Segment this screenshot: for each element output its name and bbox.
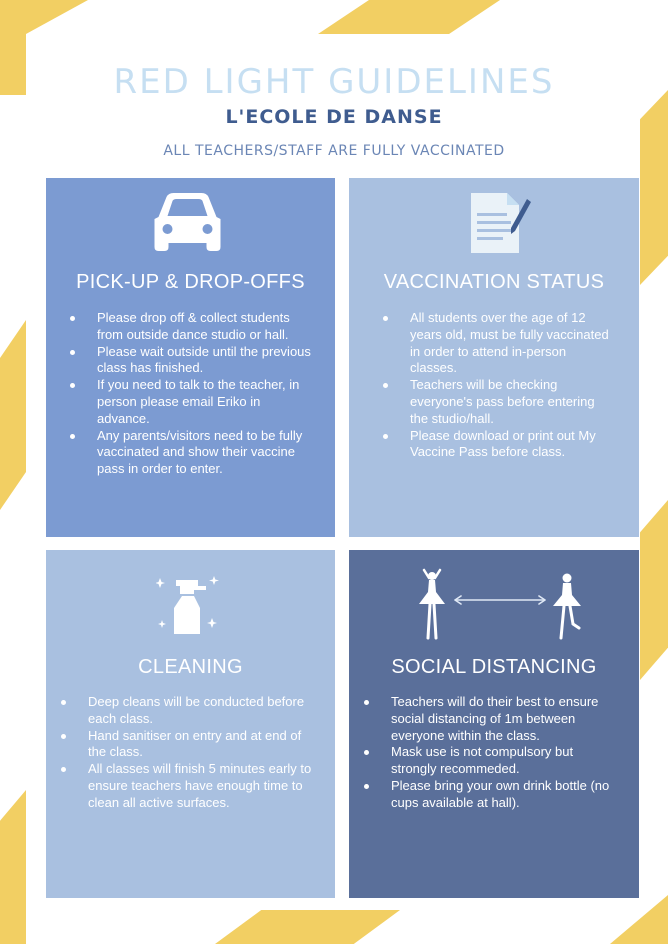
list-item: Any parents/visitors need to be fully vaccinated and show their vaccine pass in order to enter. xyxy=(97,428,312,478)
list-item: Please bring your own drink bottle (no cups available at hall). xyxy=(391,778,615,812)
panel-pickup-dropoffs xyxy=(46,178,335,537)
panel-heading: VACCINATION STATUS xyxy=(383,271,605,293)
panel-list xyxy=(88,694,312,812)
left-stripe-middle xyxy=(0,320,26,510)
panel-list xyxy=(391,694,615,812)
list-item: Hand sanitiser on entry and at end of the class. xyxy=(88,728,312,762)
panel-cleaning xyxy=(46,550,335,898)
vaccination-notice: ALL TEACHERS/STAFF ARE FULLY VACCINATED xyxy=(163,143,505,159)
list-item: Please drop off & collect students from outside dance studio or hall. xyxy=(97,310,312,344)
top-stripe xyxy=(318,0,500,34)
list-item: All students over the age of 12 years old, must be fully vaccinated in order to attend in-person classes. xyxy=(410,310,615,377)
page-subtitle: L'ECOLE DE DANSE xyxy=(225,106,443,128)
list-item: Teachers will do their best to ensure social distancing of 1m between everyone within the class. xyxy=(391,694,615,744)
document-pen-icon xyxy=(467,191,533,255)
car-icon xyxy=(152,191,223,253)
panel-heading: CLEANING xyxy=(138,656,243,678)
bottom-stripe xyxy=(215,910,400,944)
left-stripe-bottom xyxy=(0,790,26,944)
list-item: All classes will finish 5 minutes early to ensure teachers have enough time to clean all active surfaces. xyxy=(88,761,312,810)
corner-stripe-top-left-inner xyxy=(26,0,88,34)
right-stripe-lower xyxy=(640,500,668,680)
list-item: Please download or print out My Vaccine Pass before class. xyxy=(410,428,615,462)
spray-bottle-icon xyxy=(156,572,220,636)
panel-list xyxy=(410,310,615,461)
list-item: If you need to talk to the teacher, in person please email Eriko in advance. xyxy=(97,377,312,427)
panel-heading: SOCIAL DISTANCING xyxy=(391,656,597,678)
panel-social-distancing xyxy=(349,550,639,898)
panel-list xyxy=(97,310,312,478)
list-item: Deep cleans will be conducted before each class. xyxy=(88,694,312,728)
panel-heading: PICK-UP & DROP-OFFS xyxy=(76,271,305,293)
dancers-distance-icon xyxy=(415,568,585,640)
page-title: RED LIGHT GUIDELINES xyxy=(113,62,555,102)
list-item: Mask use is not compulsory but strongly recommeded. xyxy=(391,744,615,778)
corner-stripe-bottom-right xyxy=(610,895,668,944)
list-item: Teachers will be checking everyone's pass before entering the studio/hall. xyxy=(410,377,615,427)
panel-vaccination-status xyxy=(349,178,639,537)
list-item: Please wait outside until the previous class has finished. xyxy=(97,343,311,376)
